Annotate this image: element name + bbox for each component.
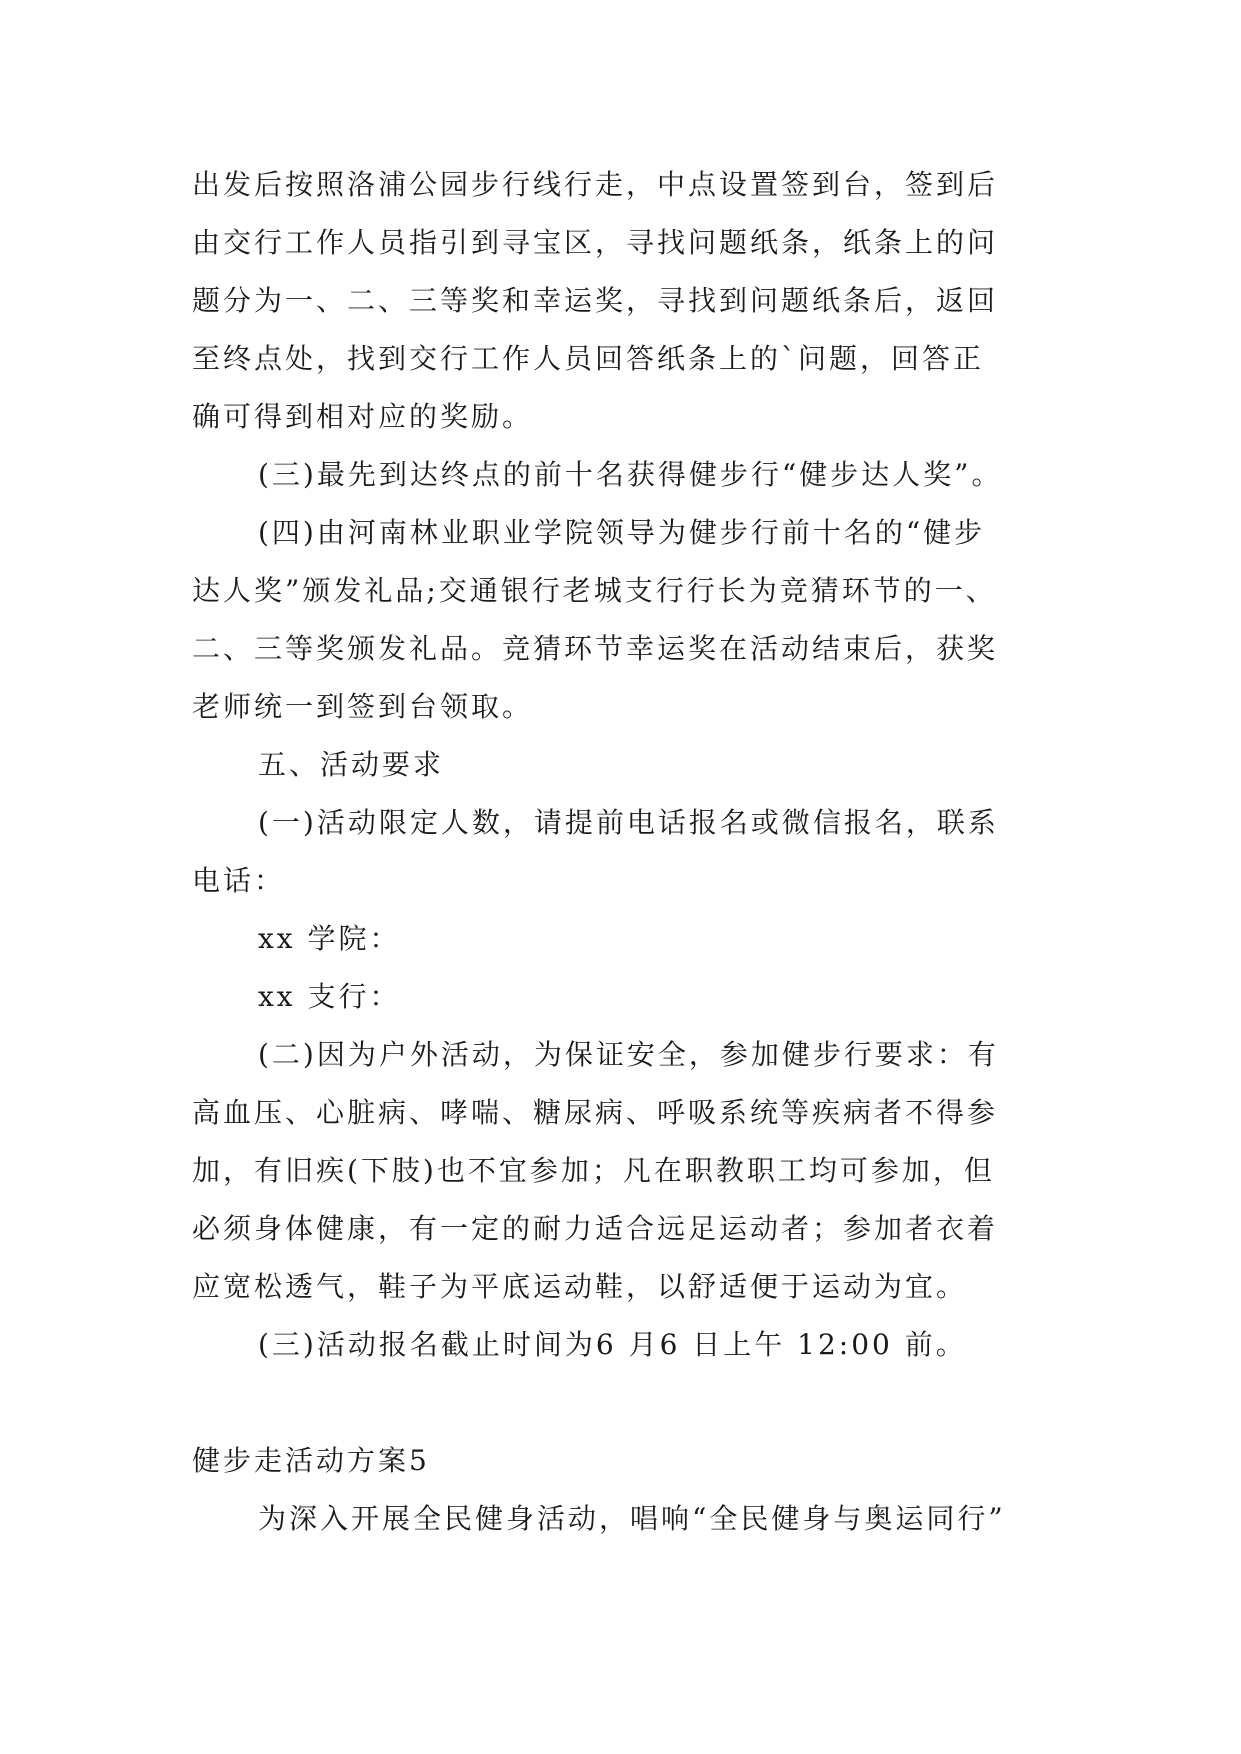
paragraph-line: 至终点处，找到交行工作人员回答纸条上的`问题，回答正 — [192, 342, 985, 375]
paragraph-line: (四)由河南林业职业学院领导为健步行前十名的“健步 — [258, 516, 986, 549]
paragraph-line: (三)活动报名截止时间为6 月6 日上午 12:00 前。 — [258, 1328, 967, 1361]
document-title: 健步走活动方案5 — [192, 1444, 430, 1477]
paragraph-line: (二)因为户外活动，为保证安全，参加健步行要求：有 — [258, 1038, 999, 1071]
contact-line: xx 学院： — [258, 922, 401, 955]
paragraph-line: 达人奖”颁发礼品;交通银行老城支行行长为竞猜环节的一、 — [192, 574, 997, 607]
paragraph-line: 确可得到相对应的奖励。 — [192, 400, 534, 433]
paragraph-line: 由交行工作人员指引到寻宝区，寻找问题纸条，纸条上的问 — [192, 226, 999, 259]
paragraph-line: (三)最先到达终点的前十名获得健步行“健步达人奖”。 — [258, 458, 1003, 491]
paragraph-line: 为深入开展全民健身活动，唱响“全民健身与奥运同行” — [258, 1502, 1006, 1535]
paragraph-line: 题分为一、二、三等奖和幸运奖，寻找到问题纸条后，返回 — [192, 284, 999, 317]
paragraph-line: 出发后按照洛浦公园步行线行走，中点设置签到台，签到后 — [192, 168, 999, 201]
paragraph-line: 电话： — [192, 864, 286, 897]
paragraph-line: 老师统一到签到台领取。 — [192, 690, 534, 723]
contact-line: xx 支行： — [258, 980, 401, 1013]
paragraph-line: 二、三等奖颁发礼品。竞猜环节幸运奖在活动结束后，获奖 — [192, 632, 999, 665]
paragraph-line: 必须身体健康，有一定的耐力适合远足运动者；参加者衣着 — [192, 1212, 999, 1245]
paragraph-line: 应宽松透气，鞋子为平底运动鞋，以舒适便于运动为宜。 — [192, 1270, 968, 1303]
paragraph-line: (一)活动限定人数，请提前电话报名或微信报名，联系 — [258, 806, 999, 839]
paragraph-line: 加，有旧疾(下肢)也不宜参加；凡在职教职工均可参加，但 — [192, 1154, 995, 1187]
paragraph-line: 高血压、心脏病、哮喘、糖尿病、呼吸系统等疾病者不得参 — [192, 1096, 999, 1129]
section-heading: 五、活动要求 — [258, 748, 445, 781]
